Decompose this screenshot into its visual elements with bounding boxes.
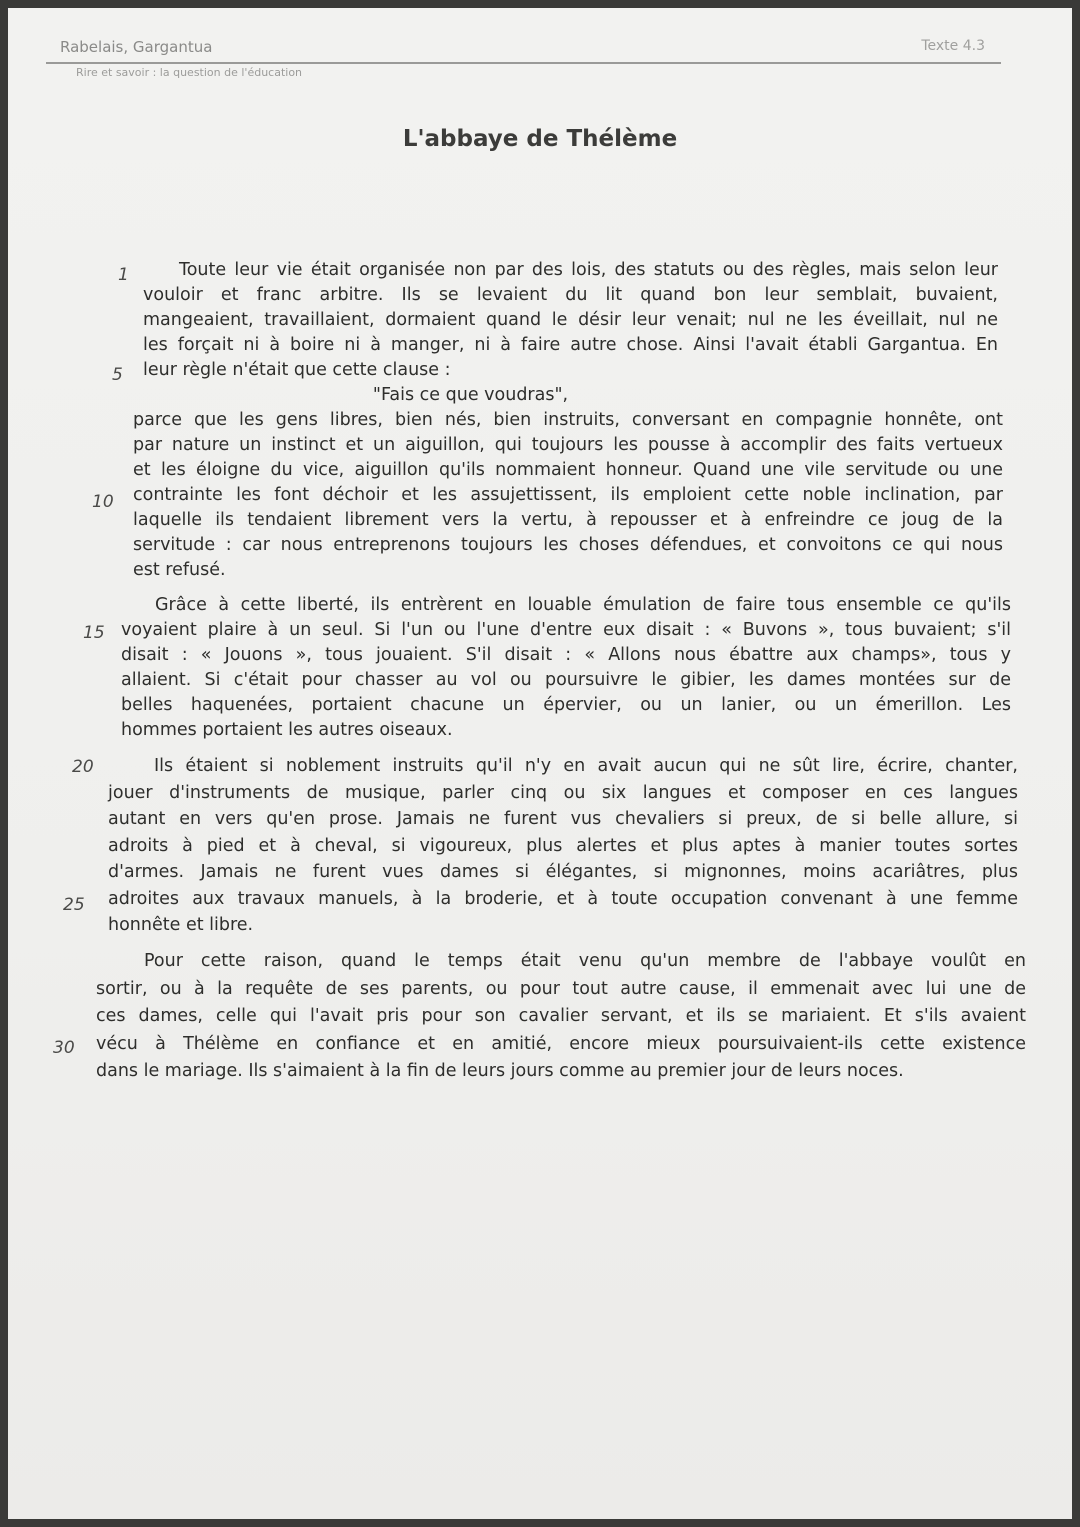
paragraph — [96, 948, 1026, 1086]
text-line: Ils étaient si noblement instruits qu'il n'y en avait aucun qui ne sût lire, écrire, chanter, — [154, 756, 1018, 776]
text-line: sortir, ou à la requête de ses parents, ou pour tout autre cause, il emmenait avec lui une de — [96, 978, 1026, 999]
text-line: voyaient plaire à un seul. Si l'un ou l'une d'entre eux disait : « Buvons », tous buvaient; s'il — [121, 620, 1011, 640]
text-line: ces dames, celle qui l'avait pris pour son cavalier servant, et ils se mariaient. Et s'ils avaient — [96, 1006, 1026, 1026]
text-line: et les éloigne du vice, aiguillon qu'ils nommaient honneur. Quand une vile servitude ou une — [133, 460, 1003, 480]
text-line: belles haquenées, portaient chacune un épervier, ou un lanier, ou un émerillon. Les — [121, 695, 1011, 715]
text-line: autant en vers qu'en prose. Jamais ne furent vus chevaliers si preux, de si belle allure, si — [108, 809, 1018, 829]
line-number: 20 — [72, 757, 94, 777]
header-book-title: Rabelais, Gargantua — [60, 38, 213, 56]
text-line: dans le mariage. Ils s'aimaient à la fin de leurs jours comme au premier jour de leurs noces. — [96, 1061, 904, 1081]
text-line: honnête et libre. — [108, 915, 254, 935]
paragraph — [143, 258, 998, 408]
text-line: parce que les gens libres, bien nés, bien instruits, conversant en compagnie honnête, ont — [133, 410, 1003, 430]
text-line: servitude : car nous entreprenons toujours les choses défendues, et convoitons ce qui nous — [133, 535, 1003, 555]
quoted-clause: "Fais ce que voudras", — [372, 385, 569, 405]
text-line: jouer d'instruments de musique, parler cinq ou six langues et composer en ces langues — [108, 782, 1018, 803]
text-line: contrainte les font déchoir et les assujettissent, ils emploient cette noble inclination, par — [133, 485, 1003, 505]
text-line: laquelle ils tendaient librement vers la vertu, à repousser et à enfreindre ce joug de la — [133, 510, 1003, 530]
paragraph — [121, 593, 1011, 743]
text-line: mangeaient, travaillaient, dormaient quand le désir leur venait; nul ne les éveillait, nul ne — [143, 310, 998, 330]
text-line: Toute leur vie était organisée non par des lois, des statuts ou des règles, mais selon leur — [179, 260, 998, 280]
text-line: Pour cette raison, quand le temps était venu qu'un membre de l'abbaye voulût en — [144, 951, 1026, 971]
text-line: allaient. Si c'était pour chasser au vol ou poursuivre le gibier, les dames montées sur de — [121, 670, 1011, 690]
page-title: L'abbaye de Thélème — [402, 126, 678, 152]
text-line: disait : « Jouons », tous jouaient. S'il disait : « Allons nous ébattre aux champs», tous y — [121, 645, 1011, 665]
line-number: 15 — [83, 623, 105, 643]
paragraph — [133, 408, 1003, 583]
line-number: 25 — [63, 895, 85, 915]
header-text-number: Texte 4.3 — [921, 38, 985, 54]
text-line: vouloir et franc arbitre. Ils se levaient du lit quand bon leur semblait, buvaient, — [143, 285, 998, 305]
paragraph — [108, 753, 1018, 939]
text-line: hommes portaient les autres oiseaux. — [121, 720, 453, 740]
text-line: adroites aux travaux manuels, à la broderie, et à toute occupation convenant à une femme — [108, 888, 1018, 909]
text-line: est refusé. — [133, 560, 226, 580]
text-line: vécu à Thélème en confiance et en amitié, encore mieux poursuivaient-ils cette existence — [96, 1033, 1026, 1054]
header-subtitle: Rire et savoir : la question de l'éducation — [76, 66, 303, 79]
text-line: d'armes. Jamais ne furent vues dames si élégantes, si mignonnes, moins acariâtres, plus — [108, 862, 1018, 882]
line-number: 30 — [53, 1038, 75, 1058]
text-line: adroits à pied et à cheval, si vigoureux, plus alertes et plus aptes à manier toutes sortes — [108, 835, 1018, 856]
page-header — [46, 36, 1001, 64]
text-line: leur règle n'était que cette clause : — [143, 360, 451, 380]
line-number: 10 — [92, 492, 114, 512]
document-page — [8, 8, 1072, 1519]
text-line: les forçait ni à boire ni à manger, ni à faire autre chose. Ainsi l'avait établi Gargantua. En — [143, 335, 998, 355]
text-line: par nature un instinct et un aiguillon, qui toujours les pousse à accomplir des faits vertueux — [133, 435, 1003, 455]
text-line: Grâce à cette liberté, ils entrèrent en louable émulation de faire tous ensemble ce qu'ils — [155, 595, 1011, 615]
line-number: 1 — [118, 265, 129, 285]
line-number: 5 — [112, 365, 123, 385]
